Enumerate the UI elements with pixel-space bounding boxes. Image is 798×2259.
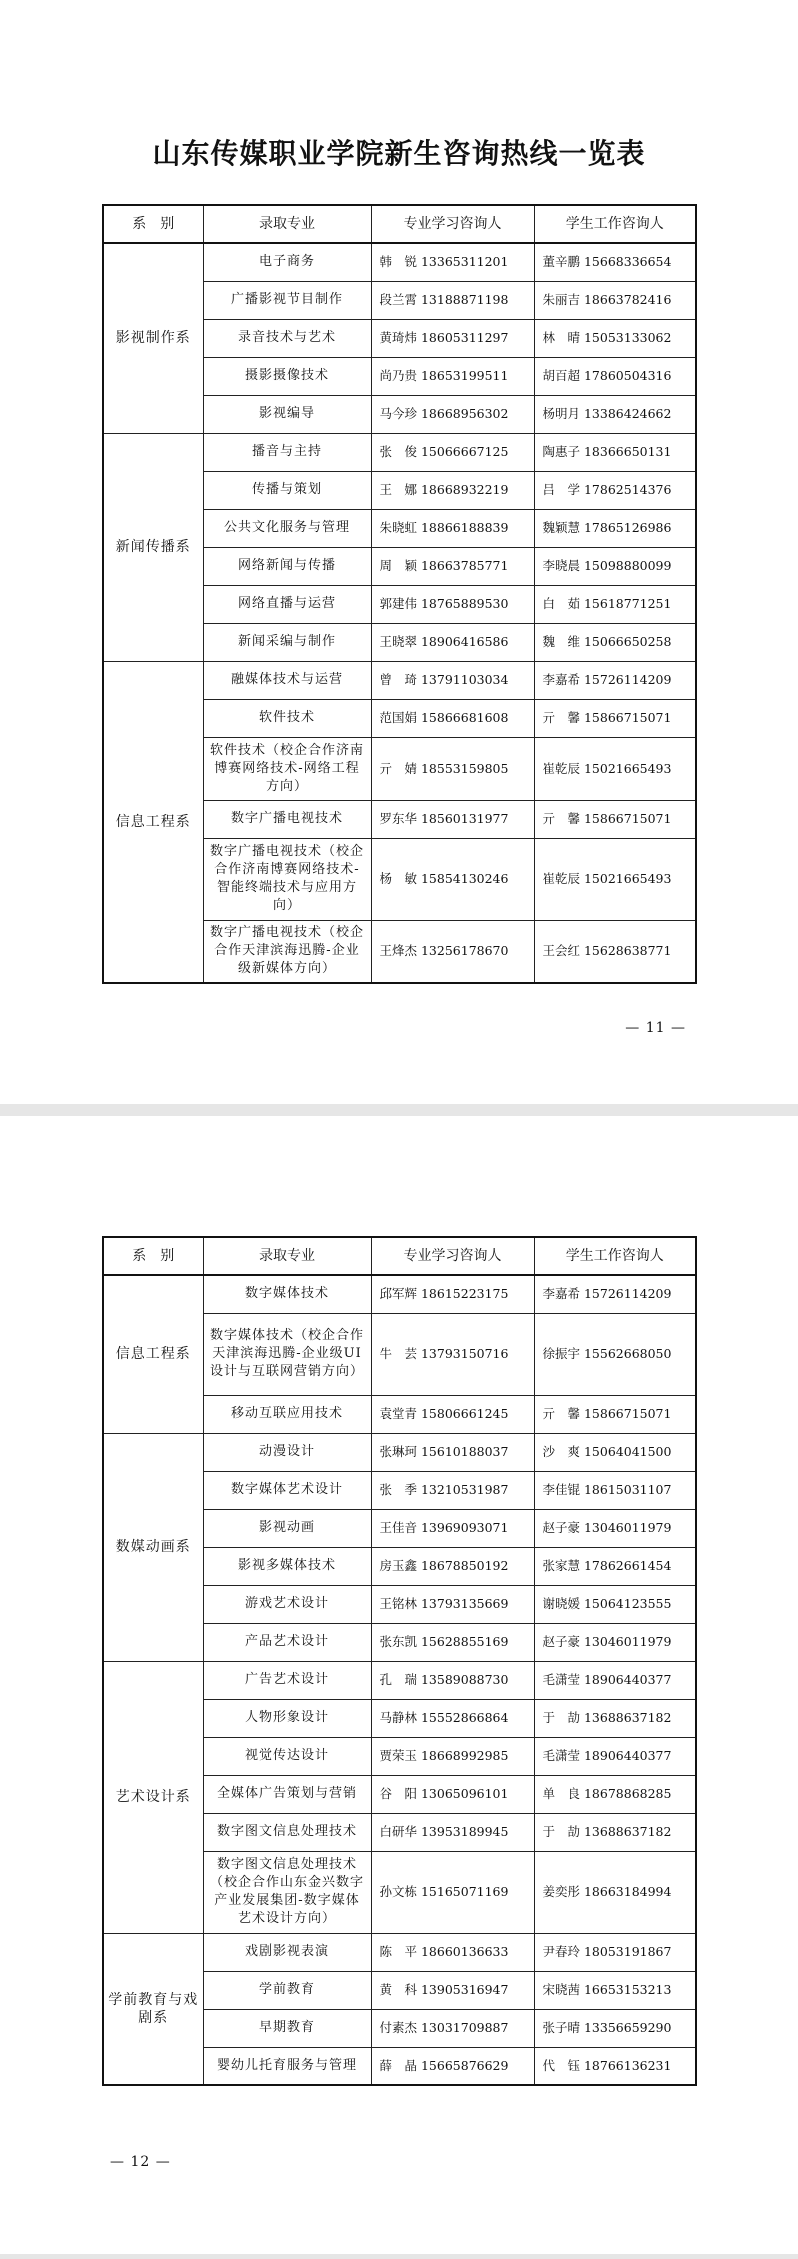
study-contact-cell: 袁堂青 15806661245 [371,1395,534,1433]
work-contact-cell: 白 茹 15618771251 [534,585,696,623]
table-row [103,1275,696,1313]
work-contact-cell: 张家慧 17862661454 [534,1547,696,1585]
major-cell: 软件技术 [203,699,371,737]
study-contact-cell: 贾荣玉 18668992985 [371,1737,534,1775]
work-contact-cell: 毛潇莹 18906440377 [534,1661,696,1699]
header-study-contact: 专业学习咨询人 [371,1237,534,1275]
major-cell: 网络新闻与传播 [203,547,371,585]
header-major: 录取专业 [203,1237,371,1275]
page-number: — 12 — [110,2154,171,2170]
major-cell: 动漫设计 [203,1433,371,1471]
study-contact-cell: 郭建伟 18765889530 [371,585,534,623]
table-row [103,1433,696,1471]
study-contact-cell: 王佳音 13969093071 [371,1509,534,1547]
study-contact-cell: 王烽杰 13256178670 [371,920,534,983]
header-dept: 系 别 [103,1237,203,1275]
work-contact-cell: 张子晴 13356659290 [534,2009,696,2047]
work-contact-cell: 于 劼 13688637182 [534,1699,696,1737]
study-contact-cell: 孙文栋 15165071169 [371,1851,534,1933]
work-contact-cell: 于 劼 13688637182 [534,1813,696,1851]
major-cell: 软件技术（校企合作济南博赛网络技术-网络工程方向） [203,737,371,800]
major-cell: 广播影视节目制作 [203,281,371,319]
study-contact-cell: 马今珍 18668956302 [371,395,534,433]
major-cell: 影视动画 [203,1509,371,1547]
major-cell: 数字广播电视技术 [203,800,371,838]
major-cell: 学前教育 [203,1971,371,2009]
work-contact-cell: 李嘉希 15726114209 [534,661,696,699]
department-cell: 影视制作系 [103,243,203,433]
study-contact-cell: 韩 锐 13365311201 [371,243,534,281]
study-contact-cell: 谷 阳 13065096101 [371,1775,534,1813]
major-cell: 广告艺术设计 [203,1661,371,1699]
department-cell: 数媒动画系 [103,1433,203,1661]
work-contact-cell: 亓 馨 15866715071 [534,800,696,838]
table-row [103,661,696,699]
study-contact-cell: 段兰霄 13188871198 [371,281,534,319]
work-contact-cell: 宋晓茜 16653153213 [534,1971,696,2009]
work-contact-cell: 王会红 15628638771 [534,920,696,983]
table-header [103,205,696,243]
work-contact-cell: 董辛鹏 15668336654 [534,243,696,281]
header-work-contact: 学生工作咨询人 [534,205,696,243]
study-contact-cell: 张 季 13210531987 [371,1471,534,1509]
study-contact-cell: 王铭林 13793135669 [371,1585,534,1623]
major-cell: 数字广播电视技术（校企合作天津滨海迅腾-企业级新媒体方向） [203,920,371,983]
study-contact-cell: 马静林 15552866864 [371,1699,534,1737]
study-contact-cell: 白研华 13953189945 [371,1813,534,1851]
work-contact-cell: 赵子豪 13046011979 [534,1623,696,1661]
major-cell: 戏剧影视表演 [203,1933,371,1971]
major-cell: 婴幼儿托育服务与管理 [203,2047,371,2085]
study-contact-cell: 邱军辉 18615223175 [371,1275,534,1313]
work-contact-cell: 朱丽吉 18663782416 [534,281,696,319]
header-dept: 系 别 [103,205,203,243]
study-contact-cell: 黄琦炜 18605311297 [371,319,534,357]
page-11 [0,0,798,1104]
major-cell: 人物形象设计 [203,1699,371,1737]
header-work-contact: 学生工作咨询人 [534,1237,696,1275]
work-contact-cell: 李晓晨 15098880099 [534,547,696,585]
table-header [103,1237,696,1275]
major-cell: 早期教育 [203,2009,371,2047]
major-cell: 游戏艺术设计 [203,1585,371,1623]
study-contact-cell: 黄 科 13905316947 [371,1971,534,2009]
major-cell: 数字媒体技术 [203,1275,371,1313]
work-contact-cell: 杨明月 13386424662 [534,395,696,433]
major-cell: 公共文化服务与管理 [203,509,371,547]
work-contact-cell: 毛潇莹 18906440377 [534,1737,696,1775]
header-major: 录取专业 [203,205,371,243]
major-cell: 摄影摄像技术 [203,357,371,395]
work-contact-cell: 李佳锟 18615031107 [534,1471,696,1509]
study-contact-cell: 张东凯 15628855169 [371,1623,534,1661]
study-contact-cell: 薛 晶 15665876629 [371,2047,534,2085]
major-cell: 视觉传达设计 [203,1737,371,1775]
work-contact-cell: 单 良 18678868285 [534,1775,696,1813]
major-cell: 全媒体广告策划与营销 [203,1775,371,1813]
major-cell: 移动互联应用技术 [203,1395,371,1433]
major-cell: 新闻采编与制作 [203,623,371,661]
work-contact-cell: 陶惠子 18366650131 [534,433,696,471]
major-cell: 网络直播与运营 [203,585,371,623]
header-row [103,205,696,243]
major-cell: 播音与主持 [203,433,371,471]
header-study-contact: 专业学习咨询人 [371,205,534,243]
work-contact-cell: 代 钰 18766136231 [534,2047,696,2085]
work-contact-cell: 尹春玲 18053191867 [534,1933,696,1971]
work-contact-cell: 亓 馨 15866715071 [534,699,696,737]
study-contact-cell: 王晓翠 18906416586 [371,623,534,661]
work-contact-cell: 谢晓媛 15064123555 [534,1585,696,1623]
table-row [103,1661,696,1699]
study-contact-cell: 张 俊 15066667125 [371,433,534,471]
study-contact-cell: 孔 瑞 13589088730 [371,1661,534,1699]
document-title: 山东传媒职业学院新生咨询热线一览表 [152,137,646,170]
major-cell: 产品艺术设计 [203,1623,371,1661]
study-contact-cell: 曾 琦 13791103034 [371,661,534,699]
study-contact-cell: 朱晓虹 18866188839 [371,509,534,547]
work-contact-cell: 亓 馨 15866715071 [534,1395,696,1433]
table-row [103,433,696,471]
department-cell: 艺术设计系 [103,1661,203,1933]
work-contact-cell: 魏颖慧 17865126986 [534,509,696,547]
page-12 [0,1116,798,2254]
page-number: — 11 — [625,1020,686,1036]
study-contact-cell: 张琳珂 15610188037 [371,1433,534,1471]
work-contact-cell: 崔乾辰 15021665493 [534,737,696,800]
study-contact-cell: 周 颖 18663785771 [371,547,534,585]
department-cell: 新闻传播系 [103,433,203,661]
major-cell: 数字图文信息处理技术（校企合作山东金兴数字产业发展集团-数字媒体艺术设计方向） [203,1851,371,1933]
major-cell: 融媒体技术与运营 [203,661,371,699]
header-row [103,1237,696,1275]
work-contact-cell: 魏 维 15066650258 [534,623,696,661]
study-contact-cell: 亓 婧 18553159805 [371,737,534,800]
work-contact-cell: 林 晴 15053133062 [534,319,696,357]
study-contact-cell: 牛 芸 13793150716 [371,1313,534,1395]
major-cell: 影视编导 [203,395,371,433]
work-contact-cell: 崔乾辰 15021665493 [534,838,696,920]
major-cell: 数字媒体技术（校企合作天津滨海迅腾-企业级UI设计与互联网营销方向） [203,1313,371,1395]
department-cell: 信息工程系 [103,661,203,983]
study-contact-cell: 范国娟 15866681608 [371,699,534,737]
hotline-table [102,1236,697,2086]
table-body [103,1275,696,2085]
table-body [103,243,696,983]
hotline-table [102,204,697,984]
major-cell: 传播与策划 [203,471,371,509]
table-row [103,243,696,281]
work-contact-cell: 吕 学 17862514376 [534,471,696,509]
study-contact-cell: 王 娜 18668932219 [371,471,534,509]
department-cell: 学前教育与戏剧系 [103,1933,203,2085]
major-cell: 数字广播电视技术（校企合作济南博赛网络技术-智能终端技术与应用方向） [203,838,371,920]
department-cell: 信息工程系 [103,1275,203,1433]
major-cell: 录音技术与艺术 [203,319,371,357]
major-cell: 数字媒体艺术设计 [203,1471,371,1509]
work-contact-cell: 李嘉希 15726114209 [534,1275,696,1313]
major-cell: 电子商务 [203,243,371,281]
work-contact-cell: 胡百超 17860504316 [534,357,696,395]
study-contact-cell: 陈 平 18660136633 [371,1933,534,1971]
work-contact-cell: 赵子豪 13046011979 [534,1509,696,1547]
major-cell: 数字图文信息处理技术 [203,1813,371,1851]
study-contact-cell: 付素杰 13031709887 [371,2009,534,2047]
study-contact-cell: 房玉鑫 18678850192 [371,1547,534,1585]
work-contact-cell: 徐振宇 15562668050 [534,1313,696,1395]
study-contact-cell: 杨 敏 15854130246 [371,838,534,920]
study-contact-cell: 罗东华 18560131977 [371,800,534,838]
major-cell: 影视多媒体技术 [203,1547,371,1585]
study-contact-cell: 尚乃贵 18653199511 [371,357,534,395]
table-row [103,1933,696,1971]
work-contact-cell: 姜奕彤 18663184994 [534,1851,696,1933]
work-contact-cell: 沙 爽 15064041500 [534,1433,696,1471]
